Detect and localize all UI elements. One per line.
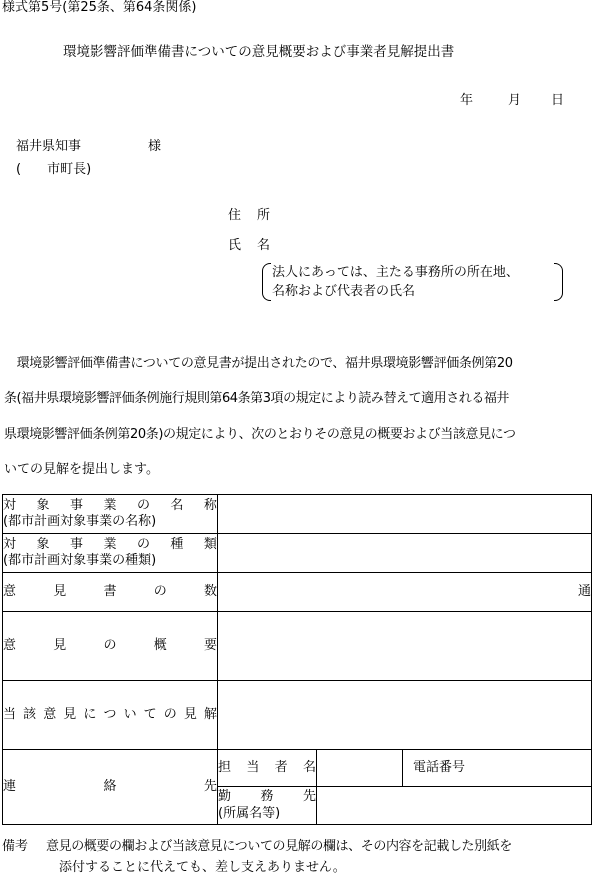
label-char: 事: [69, 497, 83, 513]
label-char: 見: [53, 637, 67, 653]
left-bracket: [262, 263, 271, 301]
contact-label: [3, 750, 218, 825]
label-char: 当: [246, 759, 260, 775]
label-char: 業: [103, 497, 117, 513]
label-char: 象: [36, 536, 50, 552]
project-name-label: [3, 495, 218, 534]
label-spaced: [218, 789, 316, 805]
name-label: [228, 239, 270, 252]
view-value[interactable]: [218, 681, 592, 750]
project-name-value[interactable]: [218, 495, 592, 534]
addressee-honorific: 様: [148, 139, 162, 154]
opinion-count-label: [3, 573, 218, 612]
corporate-note-line1: 法人にあっては、主たる事務所の所在地、: [272, 265, 519, 280]
label-char: の: [163, 706, 177, 722]
label-char: 見: [63, 706, 77, 722]
addressee-name: 福井県知事: [16, 139, 82, 154]
table-row: [3, 534, 592, 573]
label-char: 概: [153, 637, 167, 653]
label-char: い: [123, 706, 137, 722]
document-title: 環境影響評価準備書についての意見概要および事業者見解提出書: [63, 44, 455, 60]
label-char: 務: [260, 789, 274, 805]
opinion-summary-value[interactable]: [218, 612, 592, 681]
label-char: 称: [203, 497, 217, 513]
label-char: 業: [103, 536, 117, 552]
body-line: いての見解を提出します。: [4, 462, 159, 477]
name-label-char: 名: [256, 238, 270, 253]
label-char: 種: [170, 536, 184, 552]
label-char: 象: [36, 497, 50, 513]
label-spaced: [3, 638, 217, 654]
label-sub: (都市計画対象事業の名称): [3, 514, 157, 529]
view-label: [3, 681, 218, 750]
table-row: [3, 495, 592, 534]
address-label-char: 所: [256, 208, 270, 223]
opinion-summary-label: [3, 612, 218, 681]
label-char: 類: [203, 536, 217, 552]
label-char: の: [136, 536, 150, 552]
address-label: [228, 209, 270, 222]
phone-cell[interactable]: [403, 750, 592, 787]
body-line: 条(福井県環境影響評価条例施行規則第64条第3項の規定により読み替えて適用される福井: [4, 391, 509, 406]
table-row: [3, 681, 592, 750]
label-spaced: [3, 537, 217, 553]
label-char: 当: [3, 706, 17, 722]
label-char: 事: [69, 536, 83, 552]
label-spaced: [3, 707, 217, 723]
label-char: の: [153, 583, 167, 599]
label-char: の: [136, 497, 150, 513]
label-char: 名: [302, 759, 316, 775]
label-char: て: [143, 706, 157, 722]
label-char: 解: [203, 706, 217, 722]
label-char: 名: [170, 497, 184, 513]
label-char: 見: [183, 706, 197, 722]
label-char: 連: [3, 778, 17, 794]
project-type-value[interactable]: [218, 534, 592, 573]
remarks-line1: 意見の概要の欄および当該意見についての見解の欄は、その内容を記載した別紙を: [46, 839, 512, 854]
remarks-line2: 添付することに代えても、差し支えありません。: [59, 860, 346, 875]
label-spaced: [218, 760, 316, 776]
label-char: 先: [302, 789, 316, 805]
label-sub: (都市計画対象事業の種類): [3, 553, 157, 568]
label-char: 勤: [218, 789, 232, 805]
remarks-label: 備考: [2, 839, 29, 854]
label-char: の: [103, 637, 117, 653]
label-spaced: [3, 498, 217, 514]
address-label-char: 住: [228, 208, 242, 223]
right-bracket: [554, 263, 563, 301]
label-char: 絡: [103, 778, 117, 794]
label-char: 対: [3, 536, 17, 552]
label-spaced: [3, 584, 217, 600]
workplace-value[interactable]: [317, 787, 592, 825]
label-char: つ: [103, 706, 117, 722]
label-char: 先: [203, 778, 217, 794]
label-sub: (所属名等): [218, 805, 281, 821]
phone-label: 電話番号: [413, 759, 466, 775]
label-char: 書: [103, 583, 117, 599]
label-char: 見: [53, 583, 67, 599]
table-row: [3, 573, 592, 612]
label-char: 該: [23, 706, 37, 722]
workplace-label: [218, 787, 317, 825]
label-char: に: [83, 706, 97, 722]
date-day: 日: [551, 93, 565, 108]
label-char: 意: [43, 706, 57, 722]
opinion-count-value[interactable]: [218, 573, 592, 612]
label-char: 者: [274, 759, 288, 775]
label-char: 数: [203, 583, 217, 599]
corporate-note-line2: 名称および代表者の氏名: [272, 284, 416, 299]
submission-table: [2, 494, 592, 825]
name-label-char: 氏: [228, 238, 242, 253]
body-line: 環境影響評価準備書についての意見書が提出されたので、福井県環境影響評価条例第20: [4, 356, 513, 371]
date-month: 月: [508, 93, 522, 108]
label-char: 意: [3, 583, 17, 599]
count-unit: 通: [578, 583, 592, 599]
label-char: 対: [3, 497, 17, 513]
person-label: [218, 750, 317, 787]
label-char: 要: [203, 637, 217, 653]
table-row: [3, 750, 592, 787]
body-line: 県環境影響評価条例第20条)の規定により、次のとおりその意見の概要および当該意見につ: [4, 427, 516, 442]
form-number: 様式第5号(第25条、第64条関係): [2, 0, 197, 15]
addressee-mayor: ( 市町長): [16, 162, 92, 177]
table-row: [3, 612, 592, 681]
person-value[interactable]: [317, 750, 403, 787]
date-year: 年: [460, 93, 474, 108]
label-char: 意: [3, 637, 17, 653]
label-char: 担: [218, 759, 232, 775]
label-spaced: [3, 779, 217, 795]
project-type-label: [3, 534, 218, 573]
